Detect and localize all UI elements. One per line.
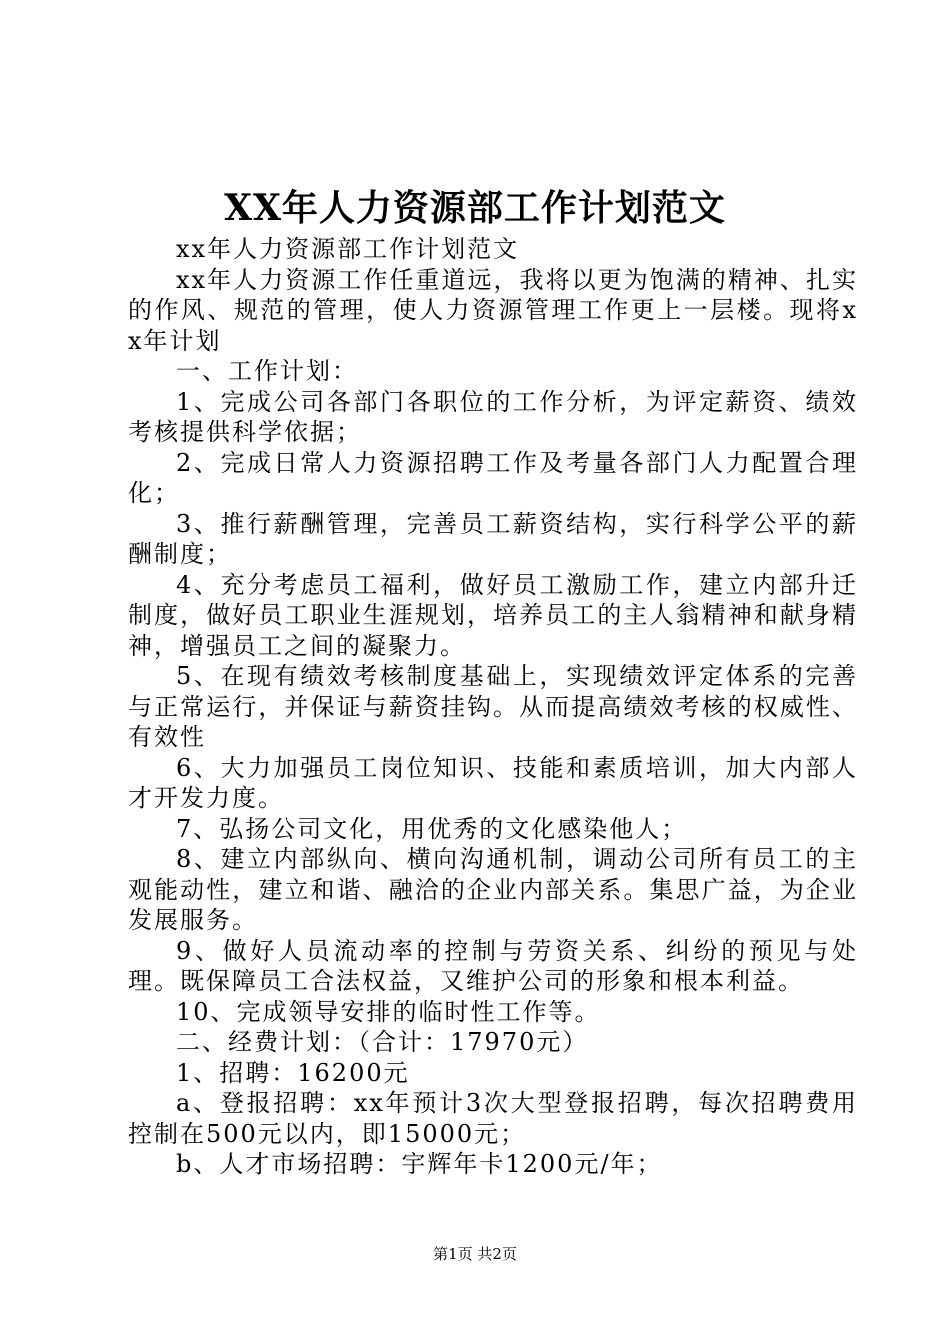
- paragraph-item-9: 9、做好人员流动率的控制与劳资关系、纠纷的预见与处理。既保障员工合法权益，又维护公司的形象和根本利益。: [128, 936, 858, 995]
- section-heading-budget: 二、经费计划：（合计：17970元）: [176, 1028, 589, 1056]
- paragraph-item-1: 1、完成公司各部门各职位的工作分析，为评定薪资、绩效考核提供科学依据；: [128, 387, 858, 446]
- page-footer: 第1页 共2页: [433, 1245, 517, 1263]
- paragraph-item-7: 7、弘扬公司文化，用优秀的文化感染他人；: [176, 814, 688, 843]
- paragraph-item-8: 8、建立内部纵向、横向沟通机制，调动公司所有员工的主观能动性，建立和谐、融洽的企业内部关系。集思广益，为企业发展服务。: [128, 845, 858, 934]
- paragraph-item-6: 6、大力加强员工岗位知识、技能和素质培训，加大内部人才开发力度。: [128, 753, 858, 812]
- paragraph-item-10: 10、完成领导安排的临时性工作等。: [176, 997, 601, 1026]
- paragraph-item-2: 2、完成日常人力资源招聘工作及考量各部门人力配置合理化；: [128, 448, 858, 507]
- paragraph-budget-talent-market: b、人才市场招聘：宇辉年卡1200元/年；: [176, 1150, 663, 1178]
- paragraph-item-5: 5、在现有绩效考核制度基础上，实现绩效评定体系的完善与正常运行，并保证与薪资挂钩。从而提高绩效考核的权威性、有效性: [128, 662, 858, 751]
- document-title: XX年人力资源部工作计划范文: [224, 187, 726, 229]
- paragraph-budget-recruitment: 1、招聘：16200元: [176, 1058, 410, 1087]
- paragraph-intro: xx年人力资源工作任重道远，我将以更为饱满的精神、扎实的作风、规范的管理，使人力资源管理工作更上一层楼。现将xx年计划: [128, 265, 858, 355]
- section-heading-work-plan: 一、工作计划：: [176, 357, 358, 385]
- document-body: [128, 234, 858, 1180]
- paragraph-budget-newspaper: a、登报招聘：xx年预计3次大型登报招聘，每次招聘费用控制在500元以内，即15000元；: [128, 1089, 858, 1148]
- paragraph-item-4: 4、充分考虑员工福利，做好员工激励工作，建立内部升迁制度，做好员工职业生涯规划，培养员工的主人翁精神和献身精神，增强员工之间的凝聚力。: [128, 570, 858, 660]
- paragraph-doc-heading: xx年人力资源部工作计划范文: [176, 235, 520, 263]
- paragraph-item-3: 3、推行薪酬管理，完善员工薪资结构，实行科学公平的薪酬制度；: [128, 509, 858, 568]
